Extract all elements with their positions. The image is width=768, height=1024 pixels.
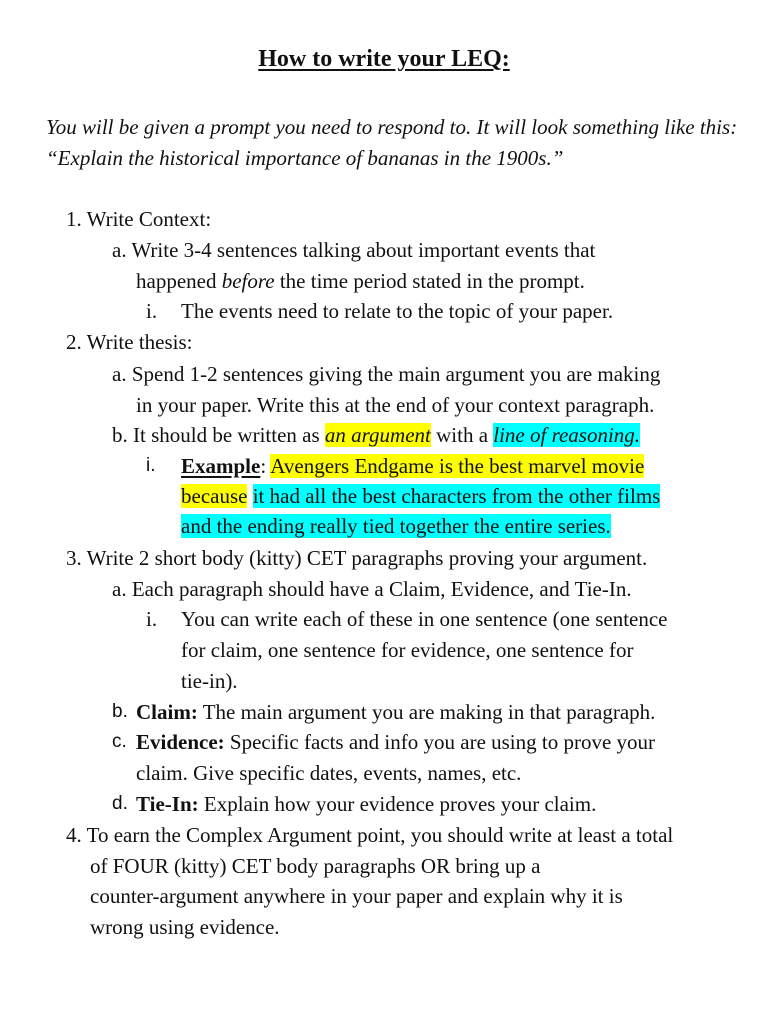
highlight-reasoning: it had all the best characters from the other films (252, 484, 661, 508)
list-item-2a (112, 359, 660, 389)
example-text (181, 451, 644, 481)
term-label: Claim: (136, 700, 198, 724)
example-line-3 (181, 511, 611, 541)
text-run: the time period stated in the prompt. (274, 269, 585, 293)
list-item-text: You can write each of these in one sentence (one sentence (181, 607, 668, 631)
page-title: How to write your LEQ: (258, 46, 510, 72)
text-run: claim. Give specific dates, events, names, etc. (136, 761, 522, 785)
list-item-3 (66, 543, 647, 573)
list-marker: i. (146, 299, 158, 323)
list-item-3a (112, 574, 632, 604)
list-marker: 4. (66, 823, 82, 847)
highlight-claim: because (181, 484, 248, 508)
list-item-1 (66, 204, 211, 234)
term-label: Evidence: (136, 730, 225, 754)
example-line-2 (181, 481, 660, 511)
highlight-reasoning: and the ending really tied together the entire series. (181, 514, 611, 538)
text-run: tie-in). (181, 669, 238, 693)
text-run: Specific facts and info you are using to prove your (224, 730, 656, 754)
example-label: Example (181, 454, 261, 478)
list-item-1a (112, 235, 595, 265)
list-item-text: Write thesis: (86, 330, 193, 354)
text-run: for claim, one sentence for evidence, one sentence for (181, 638, 634, 662)
list-marker: d. (112, 793, 128, 814)
list-item-4 (66, 820, 673, 850)
list-marker: 2. (66, 330, 82, 354)
list-item-3a-i-continued (181, 666, 238, 696)
list-marker: a. (112, 238, 127, 262)
text-run: : (260, 454, 271, 478)
list-item-text: The events need to relate to the topic of your paper. (181, 299, 614, 323)
list-item-2 (66, 327, 193, 357)
text-run: wrong using evidence. (90, 915, 280, 939)
list-item-text: Write Context: (86, 207, 212, 231)
list-item-4-continued (90, 881, 623, 911)
list-item-4-continued (90, 851, 540, 881)
text-run: The main argument you are making in that paragraph. (197, 700, 656, 724)
list-marker: 1. (66, 207, 82, 231)
list-marker: 3. (66, 546, 82, 570)
intro-paragraph: You will be given a prompt you need to respond to. It will look something like this: “Explain the historical importance of bananas in the 1900s.” (46, 115, 738, 170)
list-item-text: Write 2 short body (kitty) CET paragraphs proving your argument. (86, 546, 648, 570)
list-marker: i. (146, 607, 158, 631)
list-item-1a-continued (136, 266, 585, 296)
list-marker: i. (146, 455, 156, 476)
list-item-3c-continued (136, 758, 521, 788)
text-run: with a (430, 423, 494, 447)
list-marker: a. (112, 577, 127, 601)
list-marker: b. (112, 701, 128, 722)
text-run: happened (136, 269, 222, 293)
list-item-2a-continued (136, 390, 654, 420)
text-run: of FOUR (kitty) CET body paragraphs OR bring up a (90, 854, 541, 878)
highlight-argument: an argument (324, 423, 431, 447)
list-item-3a-i-continued (181, 635, 633, 665)
text-run: It should be written as (133, 423, 325, 447)
highlight-line-of-reasoning: line of reasoning. (493, 423, 641, 447)
list-marker: a. (112, 362, 127, 386)
text-run: in your paper. Write this at the end of your context paragraph. (136, 393, 655, 417)
emphasis-text: before (221, 269, 275, 293)
list-marker: b. (112, 423, 128, 447)
list-item-2b (112, 420, 640, 450)
term-label: Tie-In: (136, 792, 199, 816)
list-item-text: Spend 1-2 sentences giving the main argument you are making (131, 362, 661, 386)
list-marker: c. (112, 731, 127, 752)
list-item-text: Each paragraph should have a Claim, Evidence, and Tie-In. (131, 577, 632, 601)
list-item-4-continued (90, 912, 280, 942)
list-item-text: Write 3-4 sentences talking about important events that (131, 238, 596, 262)
list-item-text: To earn the Complex Argument point, you should write at least a total (86, 823, 674, 847)
text-run: counter-argument anywhere in your paper and explain why it is (90, 884, 623, 908)
text-run: Explain how your evidence proves your claim. (198, 792, 597, 816)
highlight-claim: Avengers Endgame is the best marvel movie (270, 454, 645, 478)
